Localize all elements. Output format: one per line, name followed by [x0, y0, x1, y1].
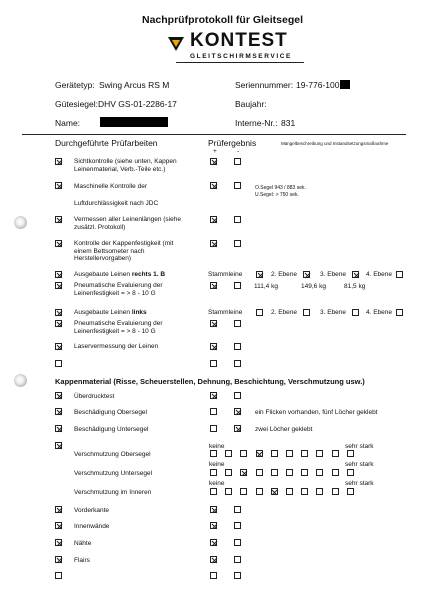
seal-label: Gütesiegel: [55, 99, 98, 109]
col-notes-header: Mängelbeschreibung und Instandsetzungsmaßnahme [281, 141, 389, 146]
left-lines-check[interactable] [55, 309, 62, 316]
left-pneu-plus[interactable] [210, 320, 217, 327]
right-e3-check[interactable] [352, 271, 359, 278]
logo [166, 30, 306, 63]
right-lines-label-bold: rechts [131, 271, 152, 278]
col-plus: + [213, 148, 217, 155]
soil-scale-box[interactable] [256, 469, 263, 476]
task-check-lengths[interactable] [55, 216, 62, 223]
soil-label-bottom: Verschmutzung Untersegel [74, 470, 153, 477]
soil-scale-box[interactable] [301, 469, 308, 476]
left-e2-label: 2. Ebene [271, 309, 298, 316]
task-label-jdc-2: Luftdurchlässigkeit nach JDC [74, 200, 159, 207]
internal-value: 831 [281, 118, 296, 128]
part-label-ribs: Innenwände [74, 523, 110, 530]
soil-scale-box[interactable] [225, 488, 232, 495]
canopy-plus-bottom[interactable] [210, 425, 217, 432]
part-label-leading-edge: Vorderkante [74, 507, 110, 514]
part-check-leading-edge[interactable] [55, 506, 62, 513]
jdc-note-2: U.Segel: > 750 sek. [255, 192, 299, 198]
soil-scale-box[interactable] [332, 488, 339, 495]
canopy-label-bottom: Beschädigung Untersegel [74, 426, 149, 433]
task-check-visual[interactable] [55, 158, 62, 165]
right-force-3: 81,5 kg [344, 283, 366, 290]
right-pneu-check[interactable] [55, 282, 62, 289]
left-lines-label-pre: Ausgebaute Leinen [74, 309, 132, 316]
canopy-title: Kappenmaterial (Risse, Scheuerstellen, Dehnung, Beschichtung, Verschmutzung usw.) [55, 377, 365, 386]
task-label-jdc: Maschinelle Kontrolle der [74, 183, 147, 190]
left-e4-label: 4. Ebene [366, 309, 393, 316]
canopy-minus-pressure[interactable] [234, 392, 241, 399]
canopy-note-top: ein Flicken vorhanden, fünf Löcher geklebt [255, 409, 378, 416]
laser-minus[interactable] [234, 343, 241, 350]
right-lines-label-post: 1. B [151, 271, 166, 278]
year-label: Baujahr: [235, 99, 267, 109]
soil-scale-box[interactable] [271, 450, 278, 457]
soil-max-2: sehr stark [345, 461, 374, 468]
punch-hole-top [14, 216, 27, 229]
soil-scale-box[interactable] [271, 488, 278, 495]
soil-scale-box[interactable] [301, 488, 308, 495]
redaction-name [100, 117, 168, 127]
part-check-ribs[interactable] [55, 522, 62, 529]
left-lines-label [74, 309, 147, 316]
canopy-note-bottom: zwei Löcher geklebt [255, 426, 313, 433]
right-stammleine-check[interactable] [256, 271, 263, 278]
soil-scale-box[interactable] [301, 450, 308, 457]
part-check-flairs[interactable] [55, 556, 62, 563]
soil-min-2: keine [209, 461, 225, 468]
left-pneu-label: Pneumatische Evaluierung der Leinenfestigkeit = > 8 - 10 G [74, 320, 163, 335]
left-pneu-check[interactable] [55, 320, 62, 327]
soil-scale-box[interactable] [347, 488, 354, 495]
soil-scale-bottom [210, 469, 360, 477]
laser-plus[interactable] [210, 343, 217, 350]
serial-label: Seriennummer: [235, 80, 294, 90]
internal-label: Interne-Nr.: [235, 118, 278, 128]
canopy-plus-top[interactable] [210, 408, 217, 415]
canopy-check-pressure[interactable] [55, 392, 62, 399]
soil-scale-box[interactable] [240, 469, 247, 476]
part-check-seams[interactable] [55, 539, 62, 546]
result-minus-strength[interactable] [234, 240, 241, 247]
soil-scale-box[interactable] [347, 469, 354, 476]
right-stammleine-label: Stammleine [208, 271, 243, 278]
left-lines-label-bold: links [131, 309, 147, 316]
canopy-check-bottom[interactable] [55, 425, 62, 432]
soil-scale-box[interactable] [210, 488, 217, 495]
result-plus-lengths[interactable] [210, 216, 217, 223]
serial-value: 19-776-100 [296, 80, 340, 90]
soil-max-1: sehr stark [345, 443, 374, 450]
soil-scale-box[interactable] [347, 450, 354, 457]
right-e2-check[interactable] [303, 271, 310, 278]
kontest-logo-icon [166, 35, 186, 53]
canopy-minus-top[interactable] [234, 408, 241, 415]
result-plus-strength[interactable] [210, 240, 217, 247]
empty-minus-1[interactable] [234, 360, 241, 367]
right-e2-label: 2. Ebene [271, 271, 298, 278]
soil-scale-box[interactable] [256, 488, 263, 495]
soil-max-3: sehr stark [345, 480, 374, 487]
soil-scale-box[interactable] [286, 488, 293, 495]
left-e4-check[interactable] [396, 309, 403, 316]
soil-scale-box[interactable] [316, 488, 323, 495]
logo-name: KONTEST [190, 30, 288, 51]
right-pneu-plus[interactable] [210, 282, 217, 289]
col-work-header: Durchgeführte Prüfarbeiten [55, 138, 158, 148]
page-title: Nachprüfprotokoll für Gleitsegel [142, 14, 304, 26]
col-result-header: Prüfergebnis [208, 138, 257, 148]
left-pneu-minus[interactable] [234, 320, 241, 327]
task-label-lengths: Vermessen aller Leinenlängen (siehe zusätzl. Protokoll) [74, 216, 181, 231]
seal-value: DHV GS-01-2286-17 [98, 99, 177, 109]
right-force-1: 111,4 kg [254, 283, 278, 290]
task-check-strength[interactable] [55, 240, 62, 247]
right-e4-label: 4. Ebene [366, 271, 393, 278]
right-e3-label: 3. Ebene [320, 271, 347, 278]
part-label-flairs: Flairs [74, 557, 90, 564]
soil-scale-box[interactable] [332, 469, 339, 476]
soil-scale-box[interactable] [210, 469, 217, 476]
right-e4-check[interactable] [396, 271, 403, 278]
right-lines-label [74, 271, 165, 278]
soil-min-3: keine [209, 480, 225, 487]
soil-scale-inside [210, 488, 360, 496]
right-pneu-label: Pneumatische Evaluierung der Leinenfestigkeit = > 8 - 10 G [74, 282, 163, 297]
soil-label-inside: Verschmutzung im Inneren [74, 489, 152, 496]
task-label-strength: Kontrolle der Kappenfestigkeit (mit einem Bettsometer nach Herstellervorgaben) [74, 240, 174, 262]
soil-scale-box[interactable] [286, 469, 293, 476]
task-check-jdc[interactable] [55, 182, 62, 189]
logo-underline [176, 62, 304, 63]
soil-scale-box[interactable] [210, 450, 217, 457]
soil-scale-box[interactable] [316, 450, 323, 457]
right-lines-check[interactable] [55, 271, 62, 278]
empty-plus-2[interactable] [210, 572, 217, 579]
jdc-note-1: O.Segel 943 / 883 sek. [255, 185, 306, 191]
part-plus-seams[interactable] [210, 539, 217, 546]
laser-label: Laservermessung der Leinen [74, 343, 159, 350]
canopy-check-top[interactable] [55, 408, 62, 415]
redaction-serial [340, 80, 350, 89]
soil-scale-top [210, 450, 360, 458]
col-minus: - [237, 148, 240, 155]
part-minus-seams[interactable] [234, 539, 241, 546]
left-stammleine-label: Stammleine [208, 309, 243, 316]
soil-scale-box[interactable] [225, 469, 232, 476]
part-plus-leading-edge[interactable] [210, 506, 217, 513]
soil-scale-box[interactable] [271, 469, 278, 476]
canopy-label-top: Beschädigung Obersegel [74, 409, 147, 416]
right-lines-label-pre: Ausgebaute Leinen [74, 271, 132, 278]
canopy-plus-pressure[interactable] [210, 392, 217, 399]
soil-scale-box[interactable] [256, 450, 263, 457]
device-type-label: Gerätetyp: [55, 80, 95, 90]
name-label: Name: [55, 118, 81, 128]
soil-scale-box[interactable] [240, 488, 247, 495]
soil-min-1: keine [209, 443, 225, 450]
right-pneu-minus[interactable] [234, 282, 241, 289]
left-e3-check[interactable] [352, 309, 359, 316]
part-plus-ribs[interactable] [210, 522, 217, 529]
soil-scale-box[interactable] [240, 450, 247, 457]
laser-check[interactable] [55, 343, 62, 350]
result-plus-visual[interactable] [210, 158, 217, 165]
soil-label-top: Verschmutzung Obersegel [74, 451, 151, 458]
soil-scale-box[interactable] [316, 469, 323, 476]
soil-scale-box[interactable] [286, 450, 293, 457]
soil-group-check[interactable] [55, 442, 62, 449]
right-force-2: 149,6 kg [301, 283, 326, 290]
left-e2-check[interactable] [303, 309, 310, 316]
empty-plus-1[interactable] [210, 360, 217, 367]
left-stammleine-check[interactable] [256, 309, 263, 316]
result-minus-lengths[interactable] [234, 216, 241, 223]
device-type-value: Swing Arcus RS M [99, 80, 170, 90]
part-minus-leading-edge[interactable] [234, 506, 241, 513]
part-label-seams: Nähte [74, 540, 92, 547]
logo-tagline: GLEITSCHIRMSERVICE [190, 53, 292, 60]
result-minus-visual[interactable] [234, 158, 241, 165]
result-plus-jdc[interactable] [210, 182, 217, 189]
canopy-minus-bottom[interactable] [234, 425, 241, 432]
left-e3-label: 3. Ebene [320, 309, 347, 316]
task-label-visual: Sichtkontrolle (siehe unten, Kappen Leinenmaterial, Verb.-Teile etc.) [74, 158, 177, 173]
result-minus-jdc[interactable] [234, 182, 241, 189]
divider [22, 134, 406, 135]
soil-scale-box[interactable] [225, 450, 232, 457]
punch-hole-bottom [14, 374, 27, 387]
canopy-label-pressure: Überdrucktest [74, 393, 115, 400]
empty-check-2[interactable] [55, 572, 62, 579]
empty-minus-2[interactable] [234, 572, 241, 579]
empty-check-1[interactable] [55, 360, 62, 367]
part-plus-flairs[interactable] [210, 556, 217, 563]
part-minus-flairs[interactable] [234, 556, 241, 563]
part-minus-ribs[interactable] [234, 522, 241, 529]
soil-scale-box[interactable] [332, 450, 339, 457]
